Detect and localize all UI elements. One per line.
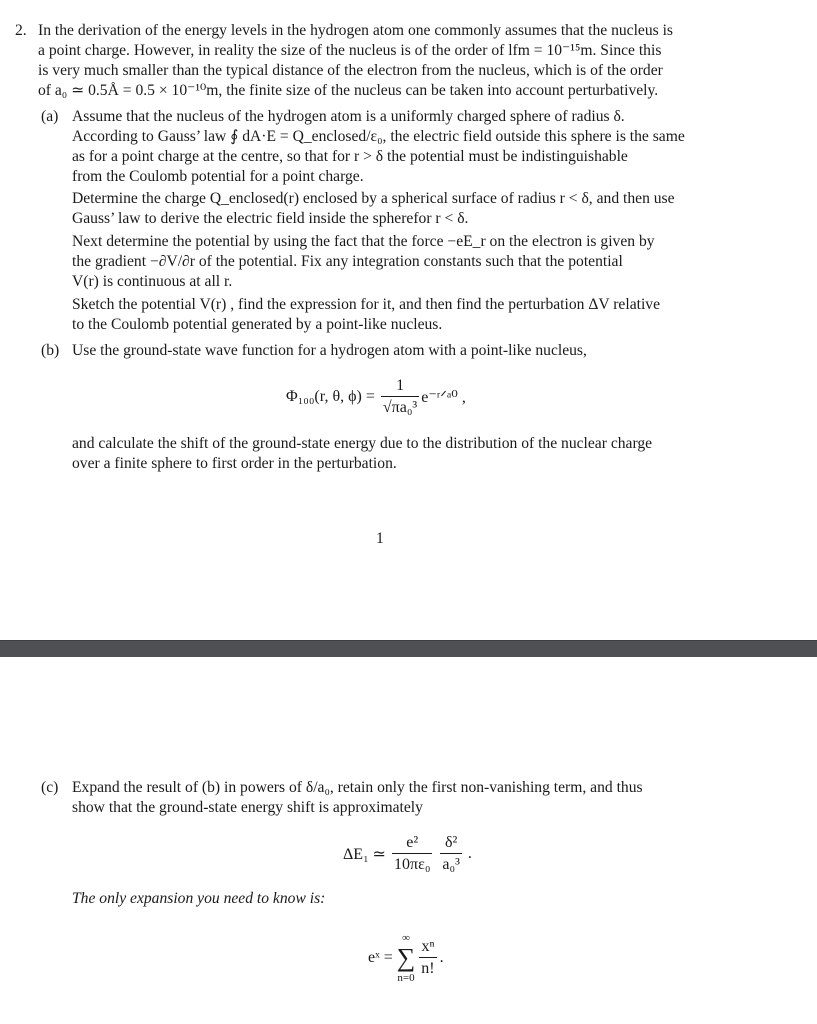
sigma-icon: ∑ <box>396 943 416 972</box>
part-a-line-7: Next determine the potential by using the fact that the force −eE_r on the electron is given by <box>72 233 655 250</box>
part-b-line-3: over a finite sphere to first order in the perturbation. <box>72 455 397 472</box>
part-a-line-3: as for a point charge at the centre, so that for r > δ the potential must be indistinguishable <box>72 148 628 165</box>
series-lhs: eˣ = <box>368 949 393 966</box>
part-c-line-2: show that the ground-state energy shift is approximately <box>72 799 423 816</box>
wavefunction-exponential: e⁻ʳᐟᵃ⁰ , <box>421 389 466 406</box>
part-a-line-2: According to Gauss’ law ∮ dA·E = Q_enclosed/ε₀, the electric field outside this sphere is the same <box>72 128 685 145</box>
part-a-line-4: from the Coulomb potential for a point charge. <box>72 168 364 185</box>
page-separator <box>0 640 817 658</box>
part-c-label: (c) <box>41 779 59 796</box>
energy-shift-frac2-denominator: a₀³ <box>442 855 460 873</box>
energy-shift-frac1-denominator: 10πε₀ <box>394 855 431 873</box>
part-a-line-6: Gauss’ law to derive the electric field inside the spherefor r < δ. <box>72 210 469 227</box>
series-fraction <box>419 937 436 980</box>
part-a-line-8: the gradient −∂V/∂r of the potential. Fix any integration constants such that the potential <box>72 253 623 270</box>
intro-line-2: a point charge. However, in reality the size of the nucleus is of the order of lfm = 10⁻¹⁵m. Since this <box>38 42 662 59</box>
expansion-hint: The only expansion you need to know is: <box>72 890 326 907</box>
page-2 <box>0 657 817 1024</box>
energy-shift-fraction-2 <box>440 833 461 876</box>
series-numerator: xⁿ <box>419 937 436 958</box>
series-upper-limit: ∞ <box>402 932 410 944</box>
part-a-line-9: V(r) is continuous at all r. <box>72 273 233 290</box>
energy-shift-frac1-numerator: e² <box>392 833 432 854</box>
energy-shift-frac2-numerator: δ² <box>440 833 461 854</box>
series-end: . <box>439 949 444 966</box>
series-denominator: n! <box>421 959 435 977</box>
wavefunction-fraction <box>381 376 419 419</box>
part-b-line-1: Use the ground-state wave function for a hydrogen atom with a point-like nucleus, <box>72 342 587 359</box>
part-b-label: (b) <box>41 342 60 359</box>
part-a-line-10: Sketch the potential V(r) , find the expression for it, and then find the perturbation ΔV relative <box>72 296 660 313</box>
energy-shift-equation <box>343 829 472 879</box>
energy-shift-fraction-1 <box>392 833 432 876</box>
part-a-label: (a) <box>41 108 59 125</box>
intro-line-1: In the derivation of the energy levels in the hydrogen atom one commonly assumes that the nucleus is <box>38 22 674 39</box>
energy-shift-end: . <box>467 845 472 862</box>
part-a-line-11: to the Coulomb potential generated by a point-like nucleus. <box>72 316 443 333</box>
part-b-line-2: and calculate the shift of the ground-state energy due to the distribution of the nuclear charge <box>72 435 653 452</box>
energy-shift-lhs: ΔE₁ ≃ <box>343 846 387 863</box>
part-a-line-1: Assume that the nucleus of the hydrogen atom is a uniformly charged sphere of radius δ. <box>72 108 625 125</box>
series-lower-limit: n=0 <box>397 972 415 984</box>
wavefunction-denominator: √πa₀³ <box>382 398 418 416</box>
wavefunction-lhs: Φ₁₀₀(r, θ, ϕ) = <box>286 388 375 405</box>
series-sum <box>397 931 416 985</box>
part-c-line-1: Expand the result of (b) in powers of δ/a₀, retain only the first non-vanishing term, and thus <box>72 779 643 796</box>
wavefunction-equation <box>286 372 466 422</box>
page-number: 1 <box>376 530 384 547</box>
intro-line-3: is very much smaller than the typical distance of the electron from the nucleus, which is of the order <box>38 62 663 79</box>
problem-number: 2. <box>15 22 27 39</box>
exponential-series <box>368 925 444 991</box>
part-a-line-5: Determine the charge Q_enclosed(r) enclosed by a spherical surface of radius r < δ, and then use <box>72 190 675 207</box>
wavefunction-numerator: 1 <box>381 376 419 397</box>
intro-line-4: of a₀ ≃ 0.5Å = 0.5 × 10⁻¹⁰m, the finite size of the nucleus can be taken into account perturbatively. <box>38 82 659 99</box>
